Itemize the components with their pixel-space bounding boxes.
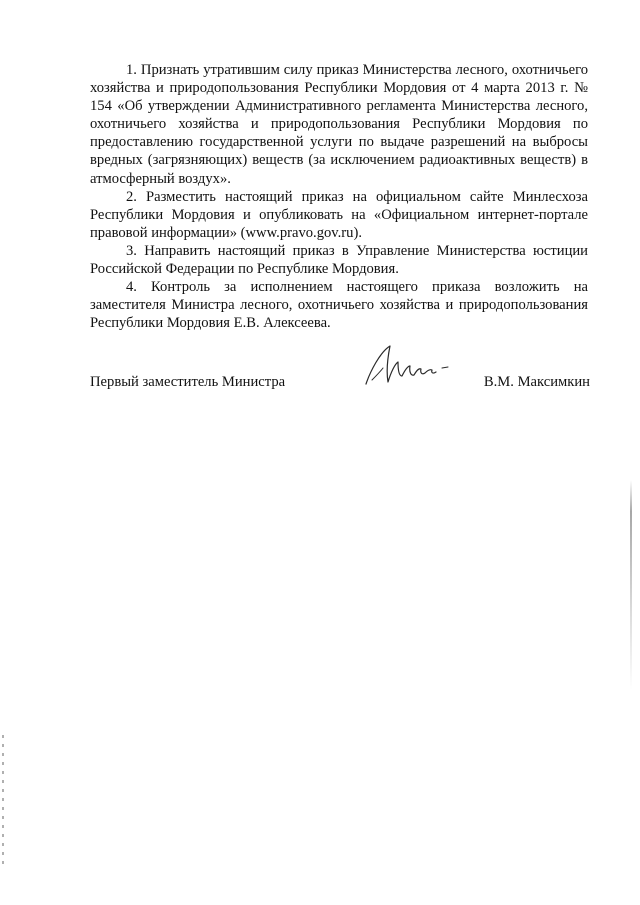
signatory-position: Первый заместитель Министра (90, 374, 286, 390)
scan-edge-left (2, 735, 4, 865)
scan-edge-right (630, 480, 632, 690)
order-body (90, 61, 588, 332)
signature-block (90, 342, 598, 392)
order-paragraph-3: 3. Направить настоящий приказ в Управление Министерства юстиции Российской Федерации по Республике Мордовия. (90, 242, 588, 278)
order-paragraph-1: 1. Признать утратившим силу приказ Министерства лесного, охотничьего хозяйства и природопользования Республики Мордовия от 4 марта 2013 г. № 154 «Об утверждении Административного регламента Министерства лесного, охотничьего хозяйства и природопользования Республики Мордовия по предоставлению государственной услуги по выдаче разрешений на выбросы вредных (загрязняющих) веществ (за исключением радиоактивных веществ) в атмосферный воздух». (90, 62, 588, 187)
order-paragraph-4: 4. Контроль за исполнением настоящего приказа возложить на заместителя Министра лесного, охотничьего хозяйства и природопользования Республики Мордовия Е.В. Алексеева. (90, 279, 588, 332)
signatory-name: В.М. Максимкин (483, 374, 590, 390)
handwritten-signature (358, 342, 458, 392)
order-paragraph-2: 2. Разместить настоящий приказ на официальном сайте Минлесхоза Республики Мордовия и опубликовать на «Официальном интернет-портале правовой информации» (www.pravo.gov.ru). (90, 188, 588, 241)
